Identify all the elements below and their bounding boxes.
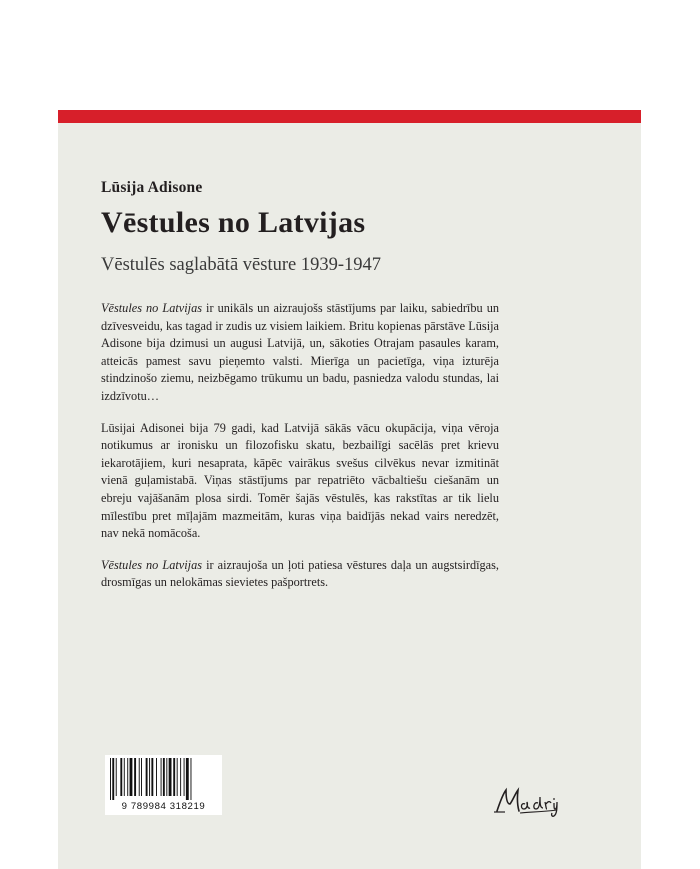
barcode-bar	[177, 758, 178, 796]
barcode-bar	[191, 758, 192, 800]
barcode-bar	[112, 758, 114, 800]
back-cover	[58, 110, 641, 869]
isbn-barcode	[105, 755, 222, 815]
inline-book-title: Vēstules no Latvijas	[101, 301, 202, 315]
barcode-bar	[151, 758, 153, 796]
author-name: Lūsija Adisone	[101, 179, 203, 196]
barcode-bar	[149, 758, 150, 796]
barcode-bar	[141, 758, 142, 796]
barcode-bar	[169, 758, 172, 796]
barcode-bar	[146, 758, 148, 796]
barcode-bar	[173, 758, 175, 796]
blurb-paragraph-3	[101, 557, 499, 592]
barcode-bar	[120, 758, 122, 796]
barcode-bars	[109, 758, 218, 800]
barcode-bar	[134, 758, 136, 796]
blurb-paragraph-3-text: ir aizraujoša un ļoti patiesa vēstures daļa un augstsirdīgas, drosmīgas un nelokāmas sievietes pašportrets.	[101, 557, 499, 590]
barcode-bar	[161, 758, 162, 796]
inline-book-title: Vēstules no Latvijas	[101, 557, 203, 572]
barcode-bar	[163, 758, 165, 796]
publisher-logo	[491, 782, 561, 818]
blurb-paragraph-1	[101, 300, 499, 406]
blurb-paragraph-2: Lūsijai Adisonei bija 79 gadi, kad Latvijā sākās vācu okupācija, viņa vēroja notikumus ar ironisku un filozofisku skatu, bezbailīgi sacēlās pret krievu iekarotājiem, kuri nesaprata, kāpēc vairākus svešus cilvēkus nevar izmitināt vienā guļamistabā. Viņas stāstījums par repatriēto vācbaltiešu ciešanām un ebreju vajāšanām plosa sirdi. Tomēr šajās vēstulēs, kas rakstītas ar tik lielu mīlestību pret mīļajām mazmeitām, kuras viņa baidījās nekad vairs neredzēt, nav nekā nomācoša.	[101, 420, 499, 541]
barcode-bar	[180, 758, 181, 796]
book-subtitle: Vēstulēs saglabātā vēsture 1939-1947	[101, 255, 381, 275]
barcode-bar	[186, 758, 189, 800]
barcode-bar	[130, 758, 133, 796]
blurb	[101, 300, 499, 606]
barcode-bar	[116, 758, 117, 796]
barcode-bar	[184, 758, 185, 796]
barcode-bar	[166, 758, 167, 796]
accent-band	[58, 110, 641, 123]
isbn-number: 9 789984 318219	[121, 801, 206, 812]
barcode-bar	[110, 758, 111, 800]
book-title: Vēstules no Latvijas	[101, 206, 366, 239]
blurb-paragraph-1-text: ir unikāls un aizraujošs stāstījums par laiku, sabiedrību un dzīvesveidu, kas tagad ir zudis uz visiem laikiem. Britu kopienas pārstāve Lūsija Adisone bija dzimusi un augusi Latvijā, un, sākoties Otrajam pasaules karam, atteicās pamest savu pieņemto valsti. Mierīga un pacietīga, viņa izturēja stindzinošo ziemu, neizbēgamo trūkumu un badu, pasniedza valodu stundas, lai izdzīvotu…	[101, 301, 499, 403]
barcode-bar	[156, 758, 157, 796]
barcode-bar	[124, 758, 125, 796]
barcode-bar	[139, 758, 140, 796]
barcode-bar	[127, 758, 128, 796]
